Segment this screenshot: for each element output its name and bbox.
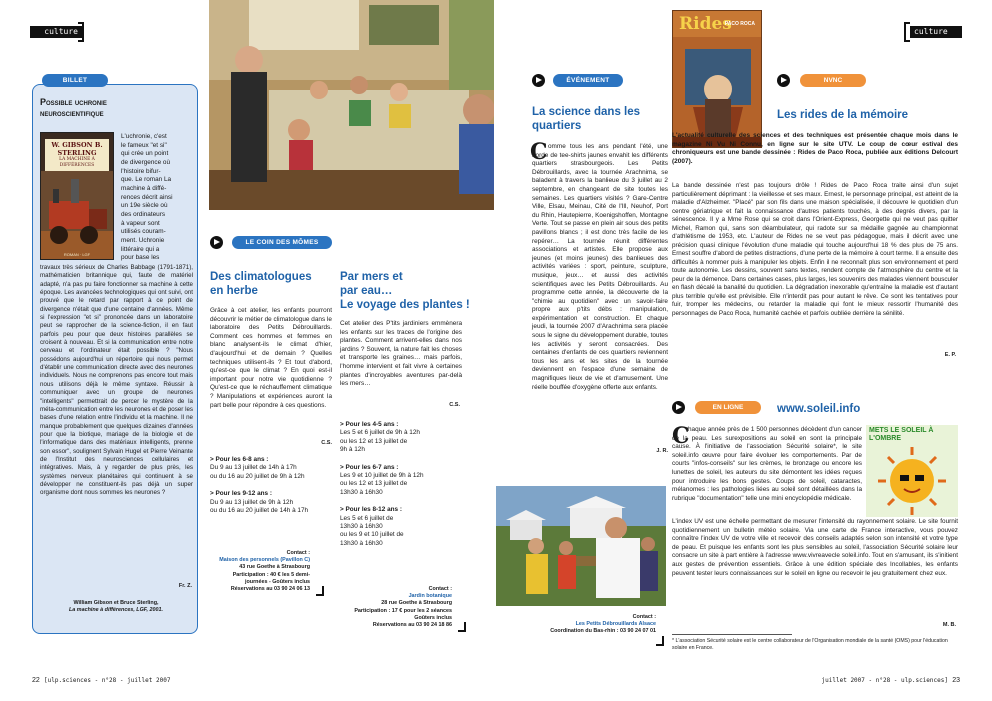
session-line: ou les 12 et 13 juillet de — [340, 480, 408, 488]
header-right-label: culture — [914, 27, 948, 36]
coin-col2-contact — [330, 586, 452, 629]
billet-wrap-text — [121, 133, 193, 263]
contact-name: Maison des personnels (Pavillon C) — [219, 557, 310, 564]
billet-body: travaux très sérieux de Charles Babbage (1791-1871), mathématicien britannique qui, faute de matériel adapté, n'a pas pu faire fonctionner sa machine à cette époque. Les avancées technologiques qui ont suivi, ont prouvé que le retard par rapport à ce point de divergence n'était que d'une centaine d'années. Même si l'expression "et si" prononcée dans un laboratoire peut se rapprocher de la science-fiction, il en faut parfois peu pour que deux histoires parallèles se croisent à nouveau. Et si la communication entre notre cerveau et l'ordinateur était possible ? "Nous possédons aujourd'hui un répertoire qui nous permet d'établir une communication directe avec des neurones individuels. Nous ne comprenons pas encore tout mais nous utilisons déjà le même syntaxe. Réussir à communiquer avec un groupe de neurones "intelligents" permettrait de percer le mystère de la méta-communication entre les neurones et de poser les bases d'une relation entre l'individu et la machine. Il ne manque probablement que quelques dizaines d'années pour que la biotique, mariage de la biologie et de l'informatique dans des matériaux intelligents, prenne son essor", soulignent Sylvain Hugel et Pierre Veinante de l'Institut des neurosciences cellulaires et intégratives. Mais, à y regarder de plus près, les systèmes nerveux planétaires qui continuent à se développer ne constituent-ils pas déjà un super organisme dont nous sommes les neurones ? — [40, 264, 193, 497]
evenement-signature: J. R. — [656, 448, 668, 454]
contact-line: Participation : 17 € pour les 2 séances — [354, 607, 452, 614]
evenement-title — [532, 105, 672, 133]
billet-signature: Fr. Z. — [178, 583, 192, 589]
evenement-dropcap: C — [530, 139, 548, 165]
contact-label: Contact : — [632, 614, 656, 620]
billet-wrap-line: machine à diffé- — [121, 184, 167, 192]
contact-label: Contact : — [286, 550, 310, 556]
footer-right-page: 23 — [952, 677, 960, 684]
session-label: > Pour les 6-8 ans : — [210, 456, 269, 463]
billet-tag: BILLET — [42, 74, 108, 87]
evenement-title-line2: quartiers — [532, 120, 582, 132]
coin-col1-sessions — [210, 456, 334, 515]
billet-title-line2: neuroscientifique — [40, 108, 104, 118]
coin-col2-title-line1: Par mers et — [340, 271, 403, 283]
nvnc-body: La bande dessinée n'est pas toujours drôle ! Rides de Paco Roca traite ainsi d'un sujet particulièrement déprimant : la vieillesse et ses maux. Ernest, le personnage principal, est atteint de la maladie d'Alzheimer. "Placé" par son fils dans une maison spécialisée, il découvre le quotidien d'un centre gériatrique et fait la connaissance d'autres patients touchés, à des degrés divers, par la sénescence. Il y a Mme Rose qui se croit dans l'Orient-Express, Georgette qui ne veut pas quitter Michel, Ramon qui, sans son déambulateur, qui radote sur sa médaille gagnée au championnat d'athlétisme de 1953, etc. L'auteur de Rides ne se veut pas pédagogue, mais il décrit avec une précision quasi clinique l'évolution d'une maladie qui touche aujourd'hui 18 % des plus de 75 ans. Ernest souffre d'abord de petites distractions, d'une perte de la mémoire à court terme. Il a ensuite des difficultés à nommer puis à manipuler les objets. Enfin il ne reconnaît plus son environnement et perd toute autonomie. Les dessins, souvent sans textes, rendent compte de l'atmosphère du centre et la peur de la démence. Dans certaines cases, plus larges, les souvenirs des malades viennent bousculer en flash décalé la banalité du quotidien. La dégradation inexorable qu'entraîne la maladie est d'autant plus terrible qu'elle est prévisible. Elle n'interdit pas pour autant le rêve. Ce sont les tentatives pour fuir, tromper les médecins, ou retarder la maladie qui font le mieux ressortir l'humanité des personnages de Paco Roca, humanité cachée et parfois oubliée derrière la sénilité. — [672, 182, 958, 317]
enligne-arrow-icon — [672, 401, 685, 414]
nvnc-arrow-icon — [777, 74, 790, 87]
classroom-photo-image — [209, 0, 494, 210]
billet-wrap-line: rences décrit ainsi — [121, 193, 173, 201]
billet-wrap-line: l'histoire bifur- — [121, 167, 161, 175]
evenement-title-line1: La science dans les — [532, 106, 641, 118]
contact-line: Réservations au 03 90 24 18 86 — [372, 622, 452, 629]
coin-col1-signature: C.S. — [321, 440, 332, 446]
coin-col2-sessions — [340, 421, 464, 548]
billet-wrap-line: que. Le roman La — [121, 176, 172, 184]
evenement-tag: ÉVÉNEMENT — [553, 74, 623, 87]
session-label: > Pour les 9-12 ans : — [210, 490, 272, 498]
coin-col2-title — [340, 270, 480, 312]
coin-col2-signature: C.S. — [449, 402, 460, 408]
contact-line: Réservations au 03 90 24 06 13 — [230, 586, 310, 593]
header-right — [910, 26, 962, 38]
session-line: Les 5 et 6 juillet de — [340, 514, 394, 522]
nvnc-title: Les rides de la mémoire — [777, 109, 909, 121]
billet-wrap-line: le fameux "et si" — [121, 141, 167, 149]
contact-name: Les Petits Débrouillards Alsace — [575, 621, 656, 628]
billet-wrap-line: pour base les — [121, 254, 160, 262]
billet-wrap-line: ment. Uchronie — [121, 236, 165, 244]
footer-right — [790, 676, 960, 685]
session-block — [210, 490, 334, 515]
session-line: 9h à 12h — [340, 446, 365, 454]
coin-col2-bracket — [458, 622, 466, 632]
session-line: Du 9 au 13 juillet de 14h à 17h — [210, 464, 297, 472]
contact-label: Contact : — [428, 586, 452, 592]
book-credit-line2: La machine à différences, LGF, 2001. — [69, 607, 163, 614]
evenement-contact — [496, 614, 656, 636]
enligne-body-wrap: haque année près de 1 500 personnes décèdent d'un cancer de la peau. Les surexpositions au soleil en sont la principale cause. À l'initiative de l'association Sécurité solaire*, le site soleil.info œuvre pour faire évoluer les comportements. Par de courts "infos-conseils" sur les crèmes, le bronzage ou encore les lunettes de soleil, les auteurs du site démontent les idées reçues pour introduire les bons gestes. Coups de soleil, cataractes, mélanomes : les pathologies liées au soleil sont détaillées dans la rubrique "documentation" telle une mini encyclopédie médicale. — [672, 426, 862, 502]
session-line: 13h30 à 16h30 — [340, 488, 383, 496]
billet-wrap-line: utilisés couram- — [121, 228, 166, 236]
nvnc-lead: L'actualité culturelle des sciences et des techniques est présentée chaque mois dans le magazine Ni Vu Ni Connu, en ligne sur le site UTV. Le coup de cœur estival des chroniqueurs est une bande dessinée : Rides de Paco Roca, publiée aux éditions Delcourt (2007). — [672, 132, 958, 165]
evenement-arrow-icon — [532, 74, 545, 87]
coin-tag: LE COIN DES MÔMES — [232, 236, 332, 249]
billet-wrap-line: littéraire qui a — [121, 245, 160, 253]
session-block — [210, 456, 334, 481]
contact-line: journées - Goûters inclus — [244, 578, 310, 585]
classroom-photo — [209, 0, 494, 210]
coin-col2-title-line3: Le voyage des plantes ! — [340, 299, 470, 311]
enligne-title: www.soleil.info — [777, 403, 861, 415]
session-line: ou les 12 et 13 juillet de — [340, 437, 408, 445]
billet-book-credit — [40, 600, 192, 615]
session-line: Du 9 au 13 juillet de 9h à 12h — [210, 498, 294, 506]
enligne-badge — [866, 425, 958, 517]
book-cover-authors: W. GIBSON B. STERLING — [51, 141, 103, 157]
enligne-badge-text: METS LE SOLEIL À L'OMBRE — [869, 427, 934, 442]
billet-wrap-line: L'uchronie, c'est — [121, 133, 167, 140]
coin-col2-body: Cet atelier des P'tits jardiniers emmènera les enfants sur les traces de l'origine des plantes. Comment arrivent-elles dans nos jardins ? Souvent, la nature fait les choses et transporte les graines… mais parfois, l'homme intervient et fait vivre à certaines plantes d'incroyables aventures par-delà les mers… — [340, 320, 462, 388]
session-line: ou du 16 au 20 juillet de 9h à 12h — [210, 472, 305, 480]
contact-line: 43 rue Goethe à Strasbourg — [239, 564, 310, 571]
book-cover-illustration — [41, 171, 114, 260]
session-label: > Pour les 8-12 ans : — [340, 506, 402, 514]
billet-wrap-line: des ordinateurs — [121, 210, 166, 218]
header-left — [30, 26, 82, 38]
billet-wrap-line: à vapeur sont — [121, 219, 160, 227]
book-cover-title: LA MACHINE À DIFFÉRENCES — [59, 157, 95, 168]
enligne-footnote-divider — [672, 634, 792, 635]
enligne-dropcap: C — [672, 423, 690, 449]
session-line: Les 5 et 6 juillet de 9h à 12h — [340, 429, 420, 437]
header-left-bracket — [78, 22, 84, 42]
footer-right-pub: juillet 2007 - n°28 - ulp.sciences] — [821, 677, 948, 684]
coin-col1-bracket — [316, 586, 324, 596]
session-line: Les 9 et 10 juillet de 9h à 12h — [340, 472, 424, 480]
evenement-body: omme tous les ans pendant l'été, une horde de tee-shirts jaunes envahit les différents quartiers strasbourgeois. Les Petits Débrouillards, avec la tournée Arachnima, se baladent à travers la banlieue du 3 juillet au 2 septembre, en changeant de site toutes les semaines. Les quartiers visités ? Gare-Centre Ville, Elsau, Meinau, Cité de l'Ill, Neuhof, Port du Rhin, Hautepierre, Koenigshoffen, Montagne Verte. Tout se passe en plein air sous des petits pavillons blancs ; il est donc très facile de les repérer… La tournée réunit différentes associations et artistes. Elle propose aux jeunes (et moins jeunes) des banlieues des activités variées : sport, peinture, sculpture, musique, jeux… et aussi des activités scientifiques avec les Petits Débrouillards. Au programme cette année, la découverte de la "chimie au quotidien" avec un savoir-faire propre aux p'tits débs : manipulation, expérimentation et construction. Et chaque jeudi, la tournée 2007 d'Arachnima sera placée sous le signe du développement durable, toutes les activités y seront consacrées. Des centaines d'enfants de ces quartiers reviennent tous les ans et les sites de la tournée deviennent en l'espace d'une semaine de magnifiques lieux de vie et d'amusement. Une réelle bouffée d'oxygène offerte aux enfants. — [532, 143, 668, 391]
billet-wrap-line: un 19e siècle où — [121, 202, 168, 210]
session-line: ou les 9 et 10 juillet de — [340, 531, 404, 539]
enligne-tag: EN LIGNE — [695, 401, 761, 414]
coin-col2-title-line2: par eau… — [340, 285, 393, 297]
enligne-footnote: * L'association Sécurité solaire est le centre collaborateur de l'Organisation mondiale de la santé (OMS) pour l'éducation solaire en France. — [672, 638, 948, 651]
rides-cover-title: Rides — [679, 14, 732, 34]
rides-book-cover — [672, 10, 762, 148]
coin-col1-contact — [200, 550, 310, 593]
session-label: > Pour les 4-5 ans : — [340, 421, 399, 428]
coin-col1-title-line1: Des climatologues — [210, 271, 312, 283]
evenement-bracket — [656, 636, 664, 646]
coin-arrow-icon — [210, 236, 223, 249]
billet-title-line1: Possible uchronie — [40, 97, 107, 107]
session-block — [340, 506, 464, 548]
session-block — [340, 421, 464, 455]
coin-col1-title — [210, 270, 330, 298]
contact-line: Participation : 40 € les 5 demi- — [232, 571, 310, 578]
session-label: > Pour les 6-7 ans : — [340, 463, 399, 471]
contact-name: Jardin botanique — [408, 593, 452, 600]
contact-line: Coordination du Bas-rhin : 03 90 24 07 01 — [550, 628, 656, 635]
coin-col1-body: Grâce à cet atelier, les enfants pourront découvrir le métier de climatologue dans le laboratoire des Petits Débrouillards. Comment ces hommes et femmes en blanc analysent-ils le climat d'hier, d'aujourd'hui et de demain ? Quelles techniques utilisent-ils ? Et tout d'abord, qu'est-ce que le climat ? En quoi est-il important pour notre vie quotidienne ? Qu'est-ce que le réchauffement climatique ? Manipulations et expériences auront la part belle pour répondre à ces questions. — [210, 307, 332, 409]
session-block — [340, 464, 464, 498]
footer-left-page: 22 — [32, 677, 40, 684]
session-line: 13h30 à 16h30 — [340, 539, 383, 547]
rides-cover-author: PACO ROCA — [724, 21, 755, 27]
session-line: ou du 16 au 20 juillet de 14h à 17h — [210, 507, 309, 515]
event-photo-image — [496, 486, 666, 606]
footer-left-pub: [ulp.sciences - n°28 - juillet 2007 — [44, 677, 171, 684]
coin-col1-title-line2: en herbe — [210, 285, 258, 297]
nvnc-tag: NVNC — [800, 74, 866, 87]
nvnc-signature: E. P. — [944, 352, 956, 358]
billet-book-cover — [40, 132, 114, 260]
billet-title — [40, 97, 195, 119]
billet-wrap-line: de divergence où — [121, 158, 171, 166]
book-cover-label — [45, 139, 109, 171]
book-credit-line1: William Gibson et Bruce Sterling, — [73, 600, 159, 606]
billet-wrap-line: qui crée un point — [121, 150, 169, 158]
contact-line: Goûters inclus — [414, 614, 452, 621]
header-left-label: culture — [44, 27, 78, 36]
enligne-body: L'index UV est une échelle permettant de mesurer l'intensité du rayonnement solaire. Le site fournit quotidiennement un bulletin météo solaire. Via une carte de France interactive, vous pouvez connaître l'index UV de votre ville et recevoir des conseils adaptés selon son intensité et votre type de peau. Et puisque les enfants sont les plus sensibles au soleil, l'association Sécurité solaire leur consacre un site à part entière à l'adresse www.vivreavecle soleil.info. Tout en s'amusant, ils s'initient aux gestes de prévention essentiels. Grâce à une édition spéciale des Incollables, les enfants peuvent tester leurs connaissances sur le soleil en ligne ou recevoir le jeu gratuitement chez eux. — [672, 518, 958, 577]
book-cover-series: ROMAN · LGF — [63, 252, 91, 257]
event-photo — [496, 486, 666, 606]
contact-line: 28 rue Goethe à Strasbourg — [381, 600, 452, 607]
enligne-signature: M. B. — [942, 622, 956, 628]
session-line: 13h30 à 16h30 — [340, 523, 383, 531]
footer-left — [32, 676, 170, 685]
